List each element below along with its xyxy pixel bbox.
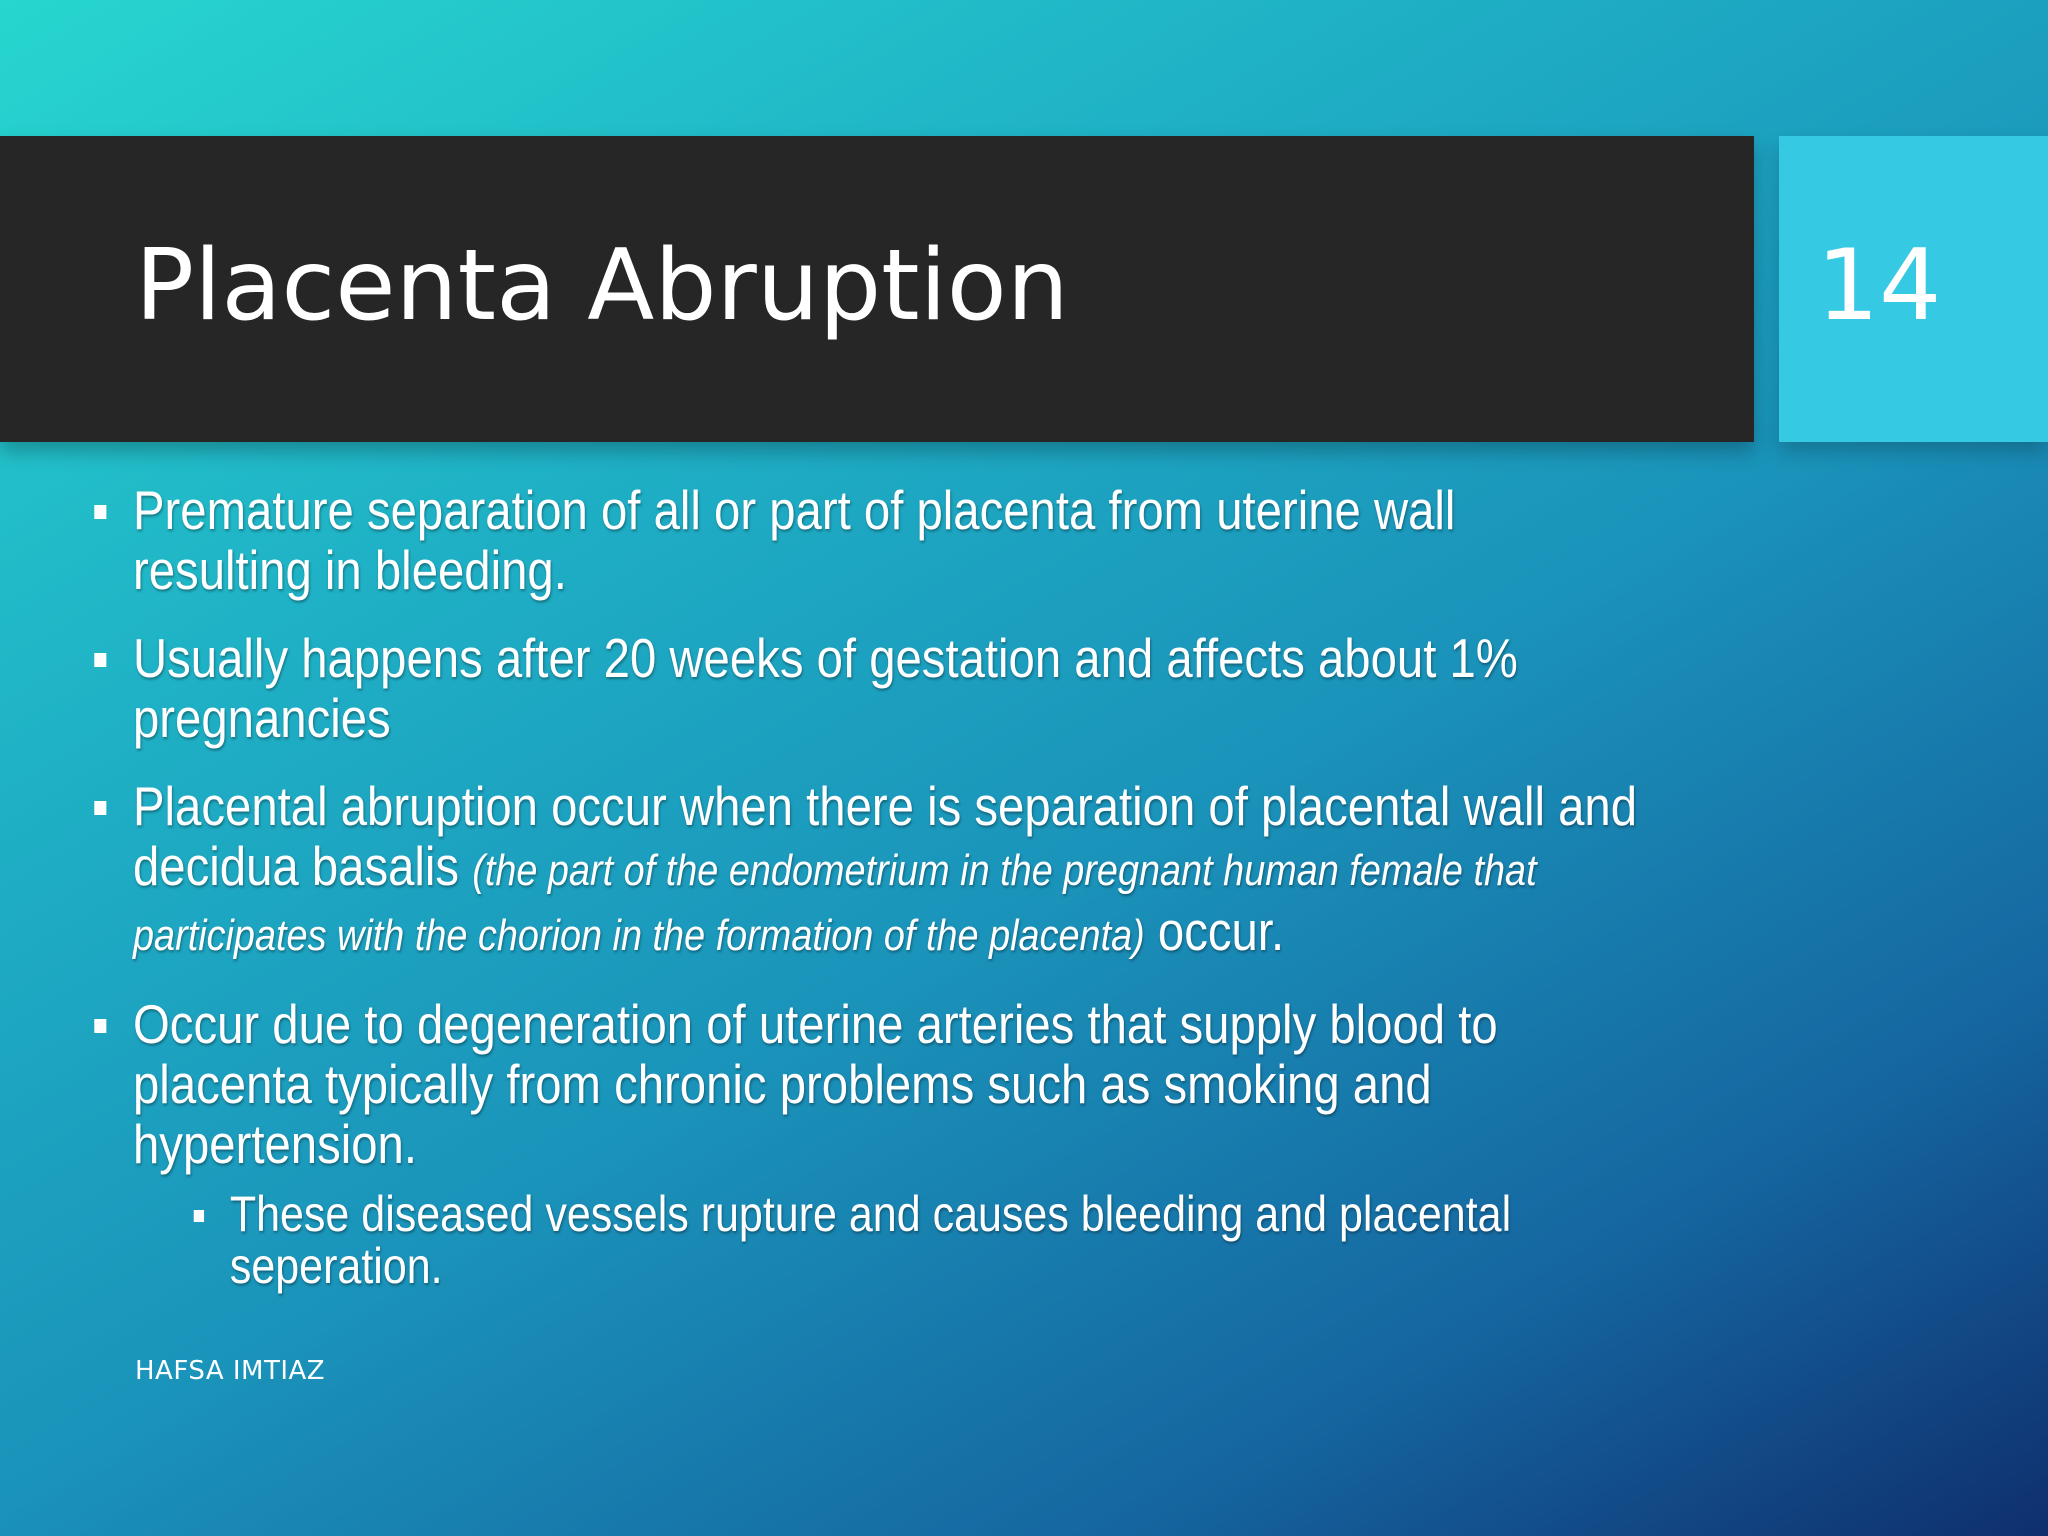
bullet-text: Occur due to degeneration of uterine arteries that supply blood to placenta typically from chronic problems such as smoking and hypertension. bbox=[133, 993, 1498, 1175]
footer-author: HAFSA IMTIAZ bbox=[135, 1356, 326, 1386]
bullet-item bbox=[90, 628, 1647, 748]
bullet-text: Placental abruption occur when there is separation of placental wall and decidua basalis bbox=[133, 775, 1638, 897]
bullet-item bbox=[90, 480, 1647, 600]
bullet-item bbox=[90, 776, 1647, 966]
bullet-emphasis-text: (the part of the endometrium in the pregnant human female that participates with the chorion in the formation of the placenta) bbox=[133, 846, 1537, 960]
slide-content bbox=[90, 480, 1710, 1292]
sub-bullet-item bbox=[192, 1188, 1571, 1292]
bullet-item bbox=[90, 994, 1647, 1174]
bullet-text: Premature separation of all or part of placenta from uterine wall resulting in bleeding. bbox=[133, 479, 1456, 601]
sub-bullet-text: These diseased vessels rupture and causes bleeding and placental seperation. bbox=[229, 1186, 1512, 1294]
slide-number: 14 bbox=[1816, 229, 1942, 343]
bullet-text: Usually happens after 20 weeks of gestation and affects about 1% pregnancies bbox=[133, 627, 1518, 749]
slide-title: Placenta Abruption bbox=[135, 229, 1069, 343]
bullet-text-tail: occur. bbox=[1144, 900, 1285, 962]
